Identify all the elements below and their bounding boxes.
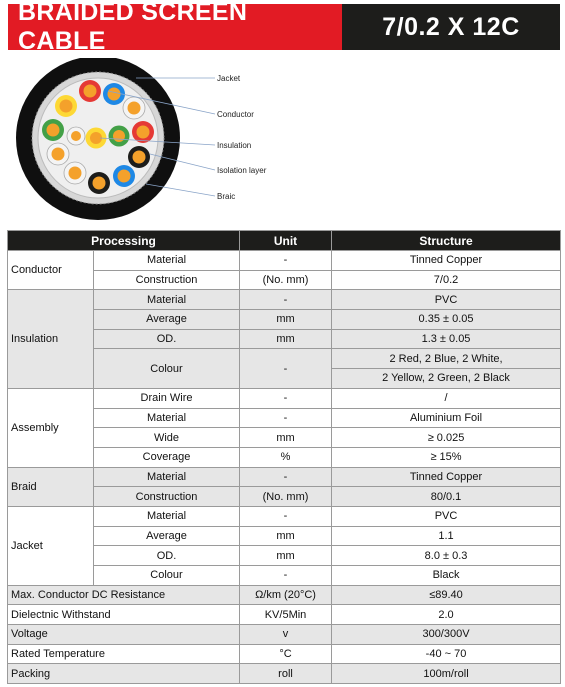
table-header-row [8,231,561,251]
group-insulation: Insulation [8,290,94,388]
row-unit: - [240,467,332,487]
table-row [8,467,561,487]
row-unit: - [240,388,332,408]
row-unit: - [240,506,332,526]
row-unit: - [240,566,332,586]
row-unit: mm [240,526,332,546]
row-item: Wide [94,428,240,448]
row-unit: roll [240,664,332,684]
row-item: Rated Temperature [8,644,240,664]
row-unit: Ω/km (20°C) [240,585,332,605]
row-unit: - [240,251,332,271]
row-item: Coverage [94,447,240,467]
header-unit: Unit [240,231,332,251]
row-value: 100m/roll [332,664,561,684]
row-item: Average [94,310,240,330]
row-item: OD. [94,329,240,349]
header-structure: Structure [332,231,561,251]
table-row [8,664,561,684]
row-value: 8.0 ± 0.3 [332,546,561,566]
row-item: Average [94,526,240,546]
row-item: Material [94,506,240,526]
label-conductor: Conductor [217,110,254,119]
row-value: -40 ~ 70 [332,644,561,664]
row-value: 1.1 [332,526,561,546]
label-insulation: Insulation [217,141,252,150]
row-value: PVC [332,290,561,310]
row-value: ≥ 15% [332,447,561,467]
row-value: ≥ 0.025 [332,428,561,448]
table-row [8,605,561,625]
row-value: 7/0.2 [332,270,561,290]
row-item: Material [94,290,240,310]
row-item: Material [94,408,240,428]
row-item: Drain Wire [94,388,240,408]
label-jacket: Jacket [217,74,241,83]
row-value: Tinned Copper [332,467,561,487]
row-unit: - [240,408,332,428]
core-group-inner [67,126,130,149]
row-item: Packing [8,664,240,684]
row-value: Tinned Copper [332,251,561,271]
row-value: PVC [332,506,561,526]
spec-table [7,230,561,684]
group-braid: Braid [8,467,94,506]
row-item: Construction [94,487,240,507]
row-item: Colour [94,349,240,388]
row-value: 80/0.1 [332,487,561,507]
table-row [8,585,561,605]
row-value: Black [332,566,561,586]
row-unit: KV/5Min [240,605,332,625]
row-item: OD. [94,546,240,566]
row-item: Construction [94,270,240,290]
table-row [8,251,561,271]
row-unit: (No. mm) [240,270,332,290]
row-item: Voltage [8,625,240,645]
row-value: Aluminium Foil [332,408,561,428]
row-unit: mm [240,546,332,566]
row-item: Max. Conductor DC Resistance [8,585,240,605]
table-row [8,625,561,645]
row-value: 2.0 [332,605,561,625]
product-spec: 7/0.2 X 12C [342,4,560,50]
row-value: 1.3 ± 0.05 [332,329,561,349]
table-row [8,644,561,664]
row-unit: mm [240,428,332,448]
group-assembly: Assembly [8,388,94,467]
row-unit: mm [240,310,332,330]
header-processing: Processing [8,231,240,251]
group-conductor: Conductor [8,251,94,290]
row-item: Material [94,251,240,271]
row-value: 300/300V [332,625,561,645]
row-value: 2 Red, 2 Blue, 2 White, [332,349,561,369]
row-unit: mm [240,329,332,349]
row-value: / [332,388,561,408]
label-isolation-layer: Isolation layer [217,166,267,175]
row-value: ≤89.40 [332,585,561,605]
row-item: Dielectnic Withstand [8,605,240,625]
product-title: BRAIDED SCREEN CABLE [8,4,342,50]
row-item: Material [94,467,240,487]
table-row [8,388,561,408]
table-row [8,506,561,526]
row-value: 2 Yellow, 2 Green, 2 Black [332,369,561,389]
row-unit: v [240,625,332,645]
row-unit: (No. mm) [240,487,332,507]
row-unit: - [240,290,332,310]
row-unit: % [240,447,332,467]
row-unit: - [240,349,332,388]
row-value: 0.35 ± 0.05 [332,310,561,330]
label-braid: Braic [217,192,236,201]
cable-cross-section-diagram [0,58,320,228]
row-unit: °C [240,644,332,664]
group-jacket: Jacket [8,506,94,585]
table-row [8,290,561,310]
row-item: Colour [94,566,240,586]
